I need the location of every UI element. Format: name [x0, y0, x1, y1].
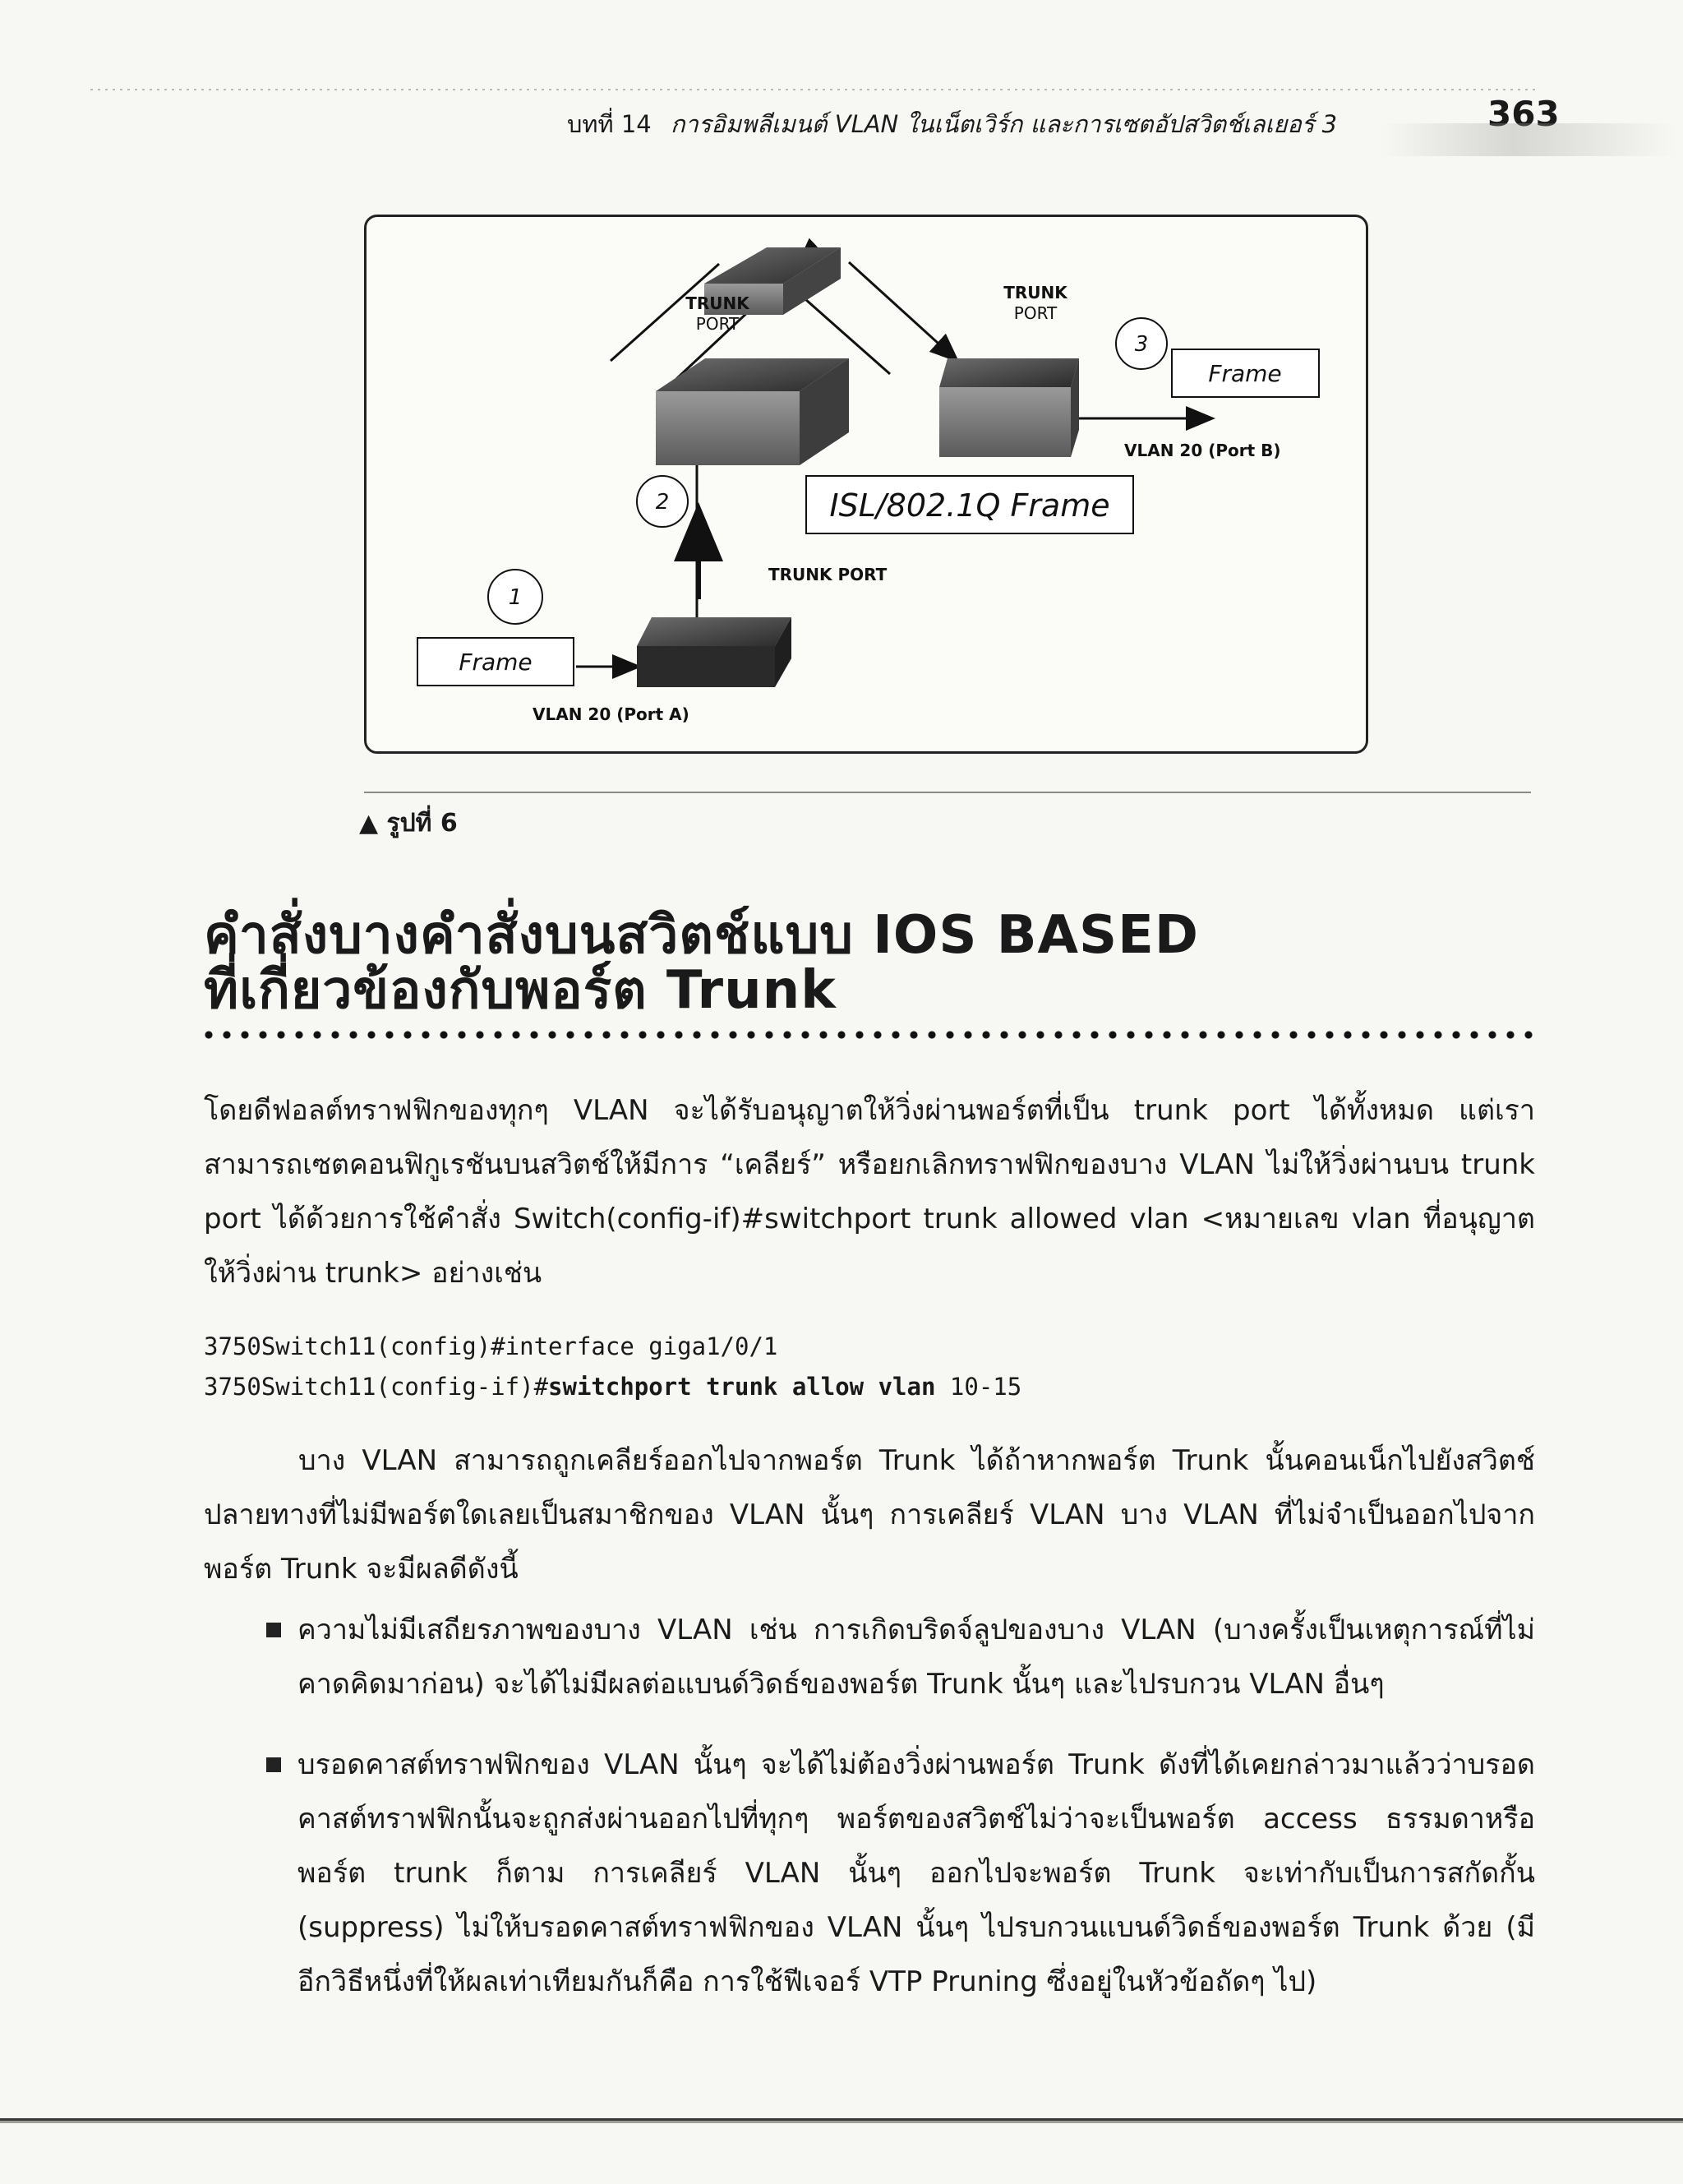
header-rule — [90, 89, 1537, 90]
heading-line-2: ที่เกี่ยวข้องกับพอร์ต Trunk — [204, 960, 837, 1022]
bullet-text: ความไม่มีเสถียรภาพของบาง VLAN เช่น การเกิดบริดจ์ลูปของบาง VLAN (บางครั้งเป็นเหตุการณ์ที่ไม่คาดคิดมาก่อน) จะได้ไม่มีผลต่อแบนด์วิดธ์ของพอร์ต Trunk นั้นๆ และไปรบกวน VLAN อื่นๆ — [297, 1614, 1535, 1701]
trunk-port-left-label-2: PORT — [695, 314, 740, 334]
bullet-item — [297, 1738, 1535, 2009]
page-number: 363 — [1487, 94, 1560, 134]
bullet-item — [297, 1603, 1535, 1711]
chapter-title: การอิมพลีเมนต์ VLAN ในเน็ตเวิร์ก และการเซตอัปสวิตช์เลเยอร์ 3 — [670, 110, 1338, 138]
arrow-top-to-right — [849, 262, 956, 359]
footer-rule — [0, 2118, 1683, 2126]
switch-bottom — [637, 617, 791, 687]
step-2-label: 2 — [655, 490, 670, 515]
switch-right — [939, 358, 1079, 457]
trunk-port-right-label-1: TRUNK — [1003, 283, 1067, 302]
running-header — [567, 105, 1337, 143]
bullet-text: บรอดคาสต์ทราฟฟิกของ VLAN นั้นๆ จะได้ไม่ต้องวิ่งผ่านพอร์ต Trunk ดังที่ได้เคยกล่าวมาแล้วว่าบรอดคาสต์ทราฟฟิกนั้นจะถูกส่งผ่านออกไปที่ทุกๆ พอร์ตของสวิตช์ไม่ว่าจะเป็นพอร์ต access ธรรมดาหรือพอร์ต trunk ก็ตาม การเคลียร์ VLAN นั้นๆ ออกไปจะพอร์ต Trunk จะเท่ากับเป็นการสกัดกั้น (suppress) ไม่ให้บรอดคาสต์ทราฟฟิกของ VLAN นั้นๆ ไปรบกวนแบนด์วิดธ์ของพอร์ต Trunk ด้วย (มีอีกวิธีหนึ่งที่ให้ผลเท่าเทียมกันก็คือ การใช้ฟีเจอร์ VTP Pruning ซึ่งอยู่ในหัวข้อถัดๆ ไป) — [297, 1748, 1535, 1998]
frame-top-label: Frame — [1208, 360, 1282, 387]
bullet-square-icon — [266, 1623, 281, 1637]
switch-left — [656, 358, 849, 465]
frame-bottom-label: Frame — [459, 649, 533, 676]
heading-dotted-rule — [204, 1029, 1535, 1041]
heading-line-1: คำสั่งบางคำสั่งบนสวิตช์แบบ IOS BASED — [204, 905, 1199, 966]
trunk-port-left-label-1: TRUNK — [685, 293, 749, 313]
figure-caption: ▲ รูปที่ 6 — [359, 809, 458, 838]
code-line-1: 3750Switch11(config)#interface giga1/0/1 — [204, 1332, 778, 1360]
figure-rule — [364, 792, 1531, 793]
vlan-port-b-label: VLAN 20 (Port B) — [1124, 441, 1281, 460]
trunk-port-right-label-2: PORT — [1013, 303, 1058, 323]
paragraph-clear-vlan: บาง VLAN สามารถถูกเคลียร์ออกไปจากพอร์ต Trunk ได้ถ้าหากพอร์ต Trunk นั้นคอนเน็กไปยังสวิตช์ปลายทางที่ไม่มีพอร์ตใดเลยเป็นสมาชิกของ VLAN นั้นๆ การเคลียร์ VLAN บาง VLAN ที่ไม่จำเป็นออกไปจากพอร์ต Trunk จะมีผลดีดังนี้ — [204, 1444, 1535, 1586]
code-example — [204, 1327, 1021, 1407]
code-line-2-prefix: 3750Switch11(config-if)# — [204, 1373, 549, 1401]
code-line-2-command: switchport trunk allow vlan — [548, 1373, 936, 1401]
isl-frame-label: ISL/802.1Q Frame — [829, 487, 1110, 524]
section-heading — [204, 905, 1199, 1022]
vlan-port-a-label: VLAN 20 (Port A) — [533, 704, 689, 724]
step-3-label: 3 — [1134, 332, 1149, 357]
paragraph-intro: โดยดีฟอลต์ทราฟฟิกของทุกๆ VLAN จะได้รับอนุญาตให้วิ่งผ่านพอร์ตที่เป็น trunk port ได้ทั้งหมด แต่เราสามารถเซตคอนฟิกูเรชันบนสวิตช์ให้มีการ “เคลียร์” หรือยกเลิกทราฟฟิกของบาง VLAN ไม่ให้วิ่งผ่านบน trunk port ได้ด้วยการใช้คำสั่ง Switch(config-if)#switchport trunk allowed vlan <หมายเลข vlan ที่อนุญาตให้วิ่งผ่าน trunk> อย่างเช่น — [204, 1094, 1535, 1290]
bullet-square-icon — [266, 1757, 281, 1772]
code-line-2-suffix: 10-15 — [935, 1373, 1022, 1401]
scan-artifact — [1381, 123, 1676, 156]
chapter-number: บทที่ 14 — [567, 110, 652, 138]
network-diagram — [364, 215, 1368, 754]
step-1-label: 1 — [508, 585, 523, 610]
trunk-port-bottom-label: TRUNK PORT — [768, 565, 888, 584]
